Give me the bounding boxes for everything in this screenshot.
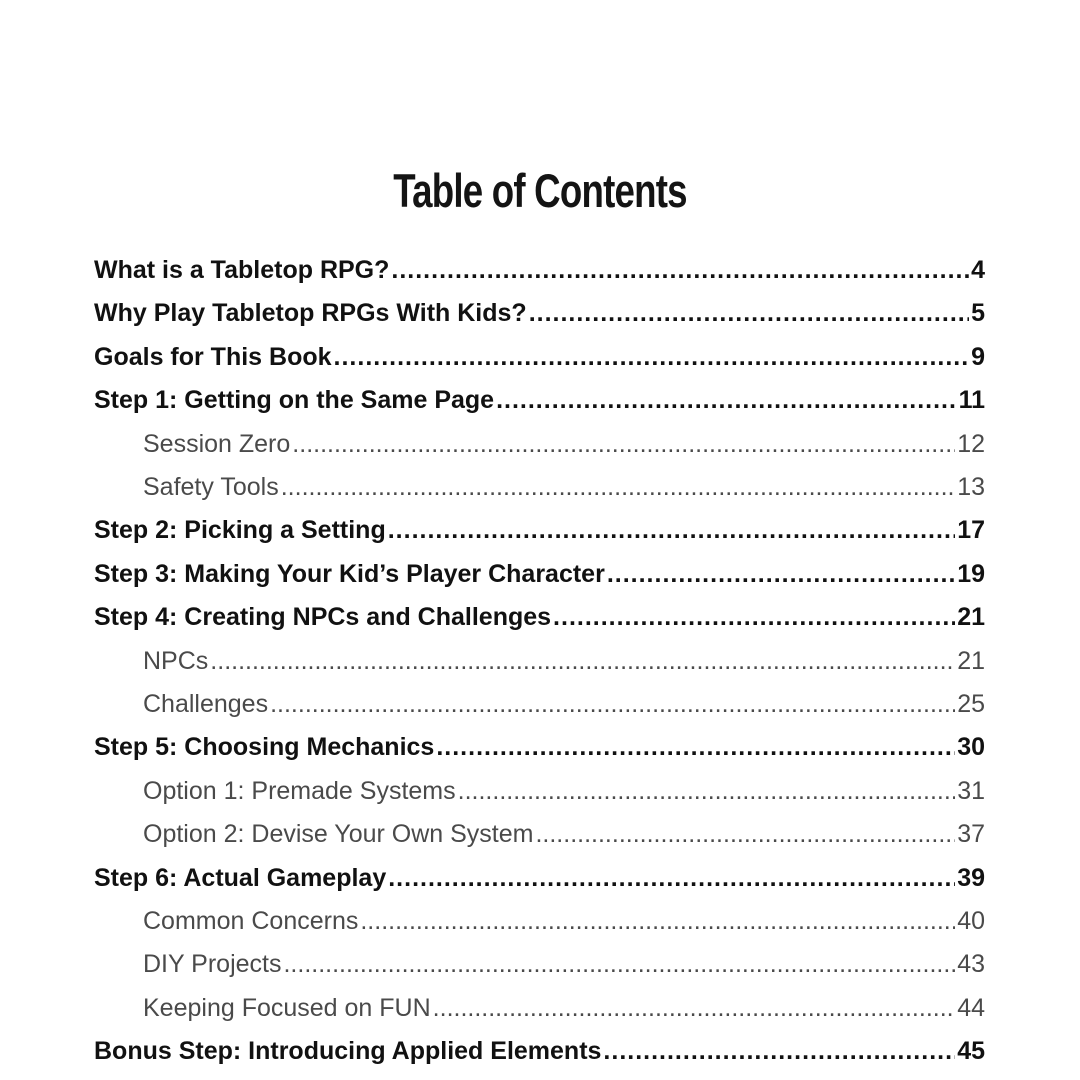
- dot-leader: [391, 250, 969, 290]
- toc-entry[interactable]: [94, 380, 985, 420]
- toc-entry[interactable]: [94, 510, 985, 550]
- toc-entry-page: 17: [957, 516, 985, 545]
- toc-entry-label: Option 2: Devise Your Own System: [143, 820, 534, 849]
- toc-entry[interactable]: [94, 293, 985, 333]
- toc-entry[interactable]: [94, 1031, 985, 1071]
- dot-leader: [458, 771, 956, 811]
- toc-entry-label: Step 5: Choosing Mechanics: [94, 733, 435, 762]
- toc-entry[interactable]: [94, 727, 985, 767]
- toc-entry-label: DIY Projects: [143, 950, 282, 979]
- toc-entry-label: Goals for This Book: [94, 342, 332, 371]
- toc-entry-page: 39: [957, 863, 985, 892]
- toc-entry-page: 21: [957, 603, 985, 632]
- toc-entry-page: 19: [957, 559, 985, 588]
- toc-subentry[interactable]: [143, 988, 985, 1028]
- toc-subentry[interactable]: [143, 901, 985, 941]
- toc-entry-page: 37: [957, 820, 985, 849]
- toc-entry-page: 5: [971, 299, 985, 328]
- toc-entry-label: Common Concerns: [143, 907, 359, 935]
- toc-subentry[interactable]: [143, 467, 985, 507]
- dot-leader: [360, 901, 955, 941]
- dot-leader: [388, 510, 955, 550]
- toc-entry-label: Step 1: Getting on the Same Page: [94, 386, 495, 415]
- dot-leader: [535, 814, 955, 854]
- toc-entry-page: 12: [957, 429, 985, 458]
- dot-leader: [553, 597, 955, 637]
- toc-entry-label: NPCs: [143, 646, 209, 675]
- toc-entry[interactable]: [94, 858, 985, 898]
- toc-entry-page: 25: [957, 690, 985, 718]
- toc-entry-label: Challenges: [143, 690, 269, 718]
- dot-leader: [607, 554, 955, 594]
- toc-entry[interactable]: [94, 597, 985, 637]
- toc-entry[interactable]: [94, 554, 985, 594]
- page-title: Table of Contents: [393, 164, 687, 218]
- toc-entry[interactable]: [94, 337, 985, 377]
- dot-leader: [436, 727, 955, 767]
- toc-entry-label: Bonus Step: Introducing Applied Elements: [94, 1037, 602, 1066]
- toc-entry-page: 43: [957, 950, 985, 979]
- toc-subentry[interactable]: [143, 684, 985, 724]
- toc-subentry[interactable]: [143, 814, 985, 854]
- toc-entry-page: 44: [957, 993, 985, 1022]
- toc-entry[interactable]: [94, 250, 985, 290]
- toc-entry-label: Session Zero: [143, 429, 291, 458]
- toc-entry-page: 13: [957, 473, 985, 501]
- toc-entry-page: 40: [957, 907, 985, 935]
- toc-entry-label: What is a Tabletop RPG?: [94, 256, 390, 284]
- toc-entry-page: 45: [957, 1037, 985, 1066]
- toc-entry-page: 31: [957, 776, 985, 805]
- dot-leader: [603, 1031, 955, 1071]
- toc-entry-label: Step 3: Making Your Kid’s Player Character: [94, 559, 605, 588]
- toc-subentry[interactable]: [143, 771, 985, 811]
- toc-entry-page: 9: [971, 342, 985, 371]
- dot-leader: [281, 467, 955, 507]
- dot-leader: [496, 380, 956, 420]
- toc-entry-label: Why Play Tabletop RPGs With Kids?: [94, 299, 527, 328]
- toc-subentry[interactable]: [143, 641, 985, 681]
- dot-leader: [292, 424, 955, 464]
- toc-entry-label: Option 1: Premade Systems: [143, 776, 456, 805]
- toc-subentry[interactable]: [143, 424, 985, 464]
- dot-leader: [388, 858, 955, 898]
- toc-entry-label: Keeping Focused on FUN: [143, 993, 431, 1022]
- toc-entry-label: Safety Tools: [143, 473, 279, 501]
- toc-entry-label: Step 2: Picking a Setting: [94, 516, 386, 545]
- toc-entry-page: 30: [957, 733, 985, 762]
- toc-subentry[interactable]: [143, 944, 985, 984]
- dot-leader: [283, 944, 955, 984]
- dot-leader: [270, 684, 955, 724]
- dot-leader: [529, 293, 969, 333]
- dot-leader: [433, 988, 956, 1028]
- toc-entry-label: Step 4: Creating NPCs and Challenges: [94, 603, 552, 632]
- toc-entry-label: Step 6: Actual Gameplay: [94, 863, 387, 892]
- toc-entry-page: 4: [971, 256, 985, 284]
- toc-entry-page: 11: [958, 386, 985, 415]
- dot-leader: [334, 337, 970, 377]
- toc-entry-page: 21: [957, 646, 985, 675]
- dot-leader: [210, 641, 955, 681]
